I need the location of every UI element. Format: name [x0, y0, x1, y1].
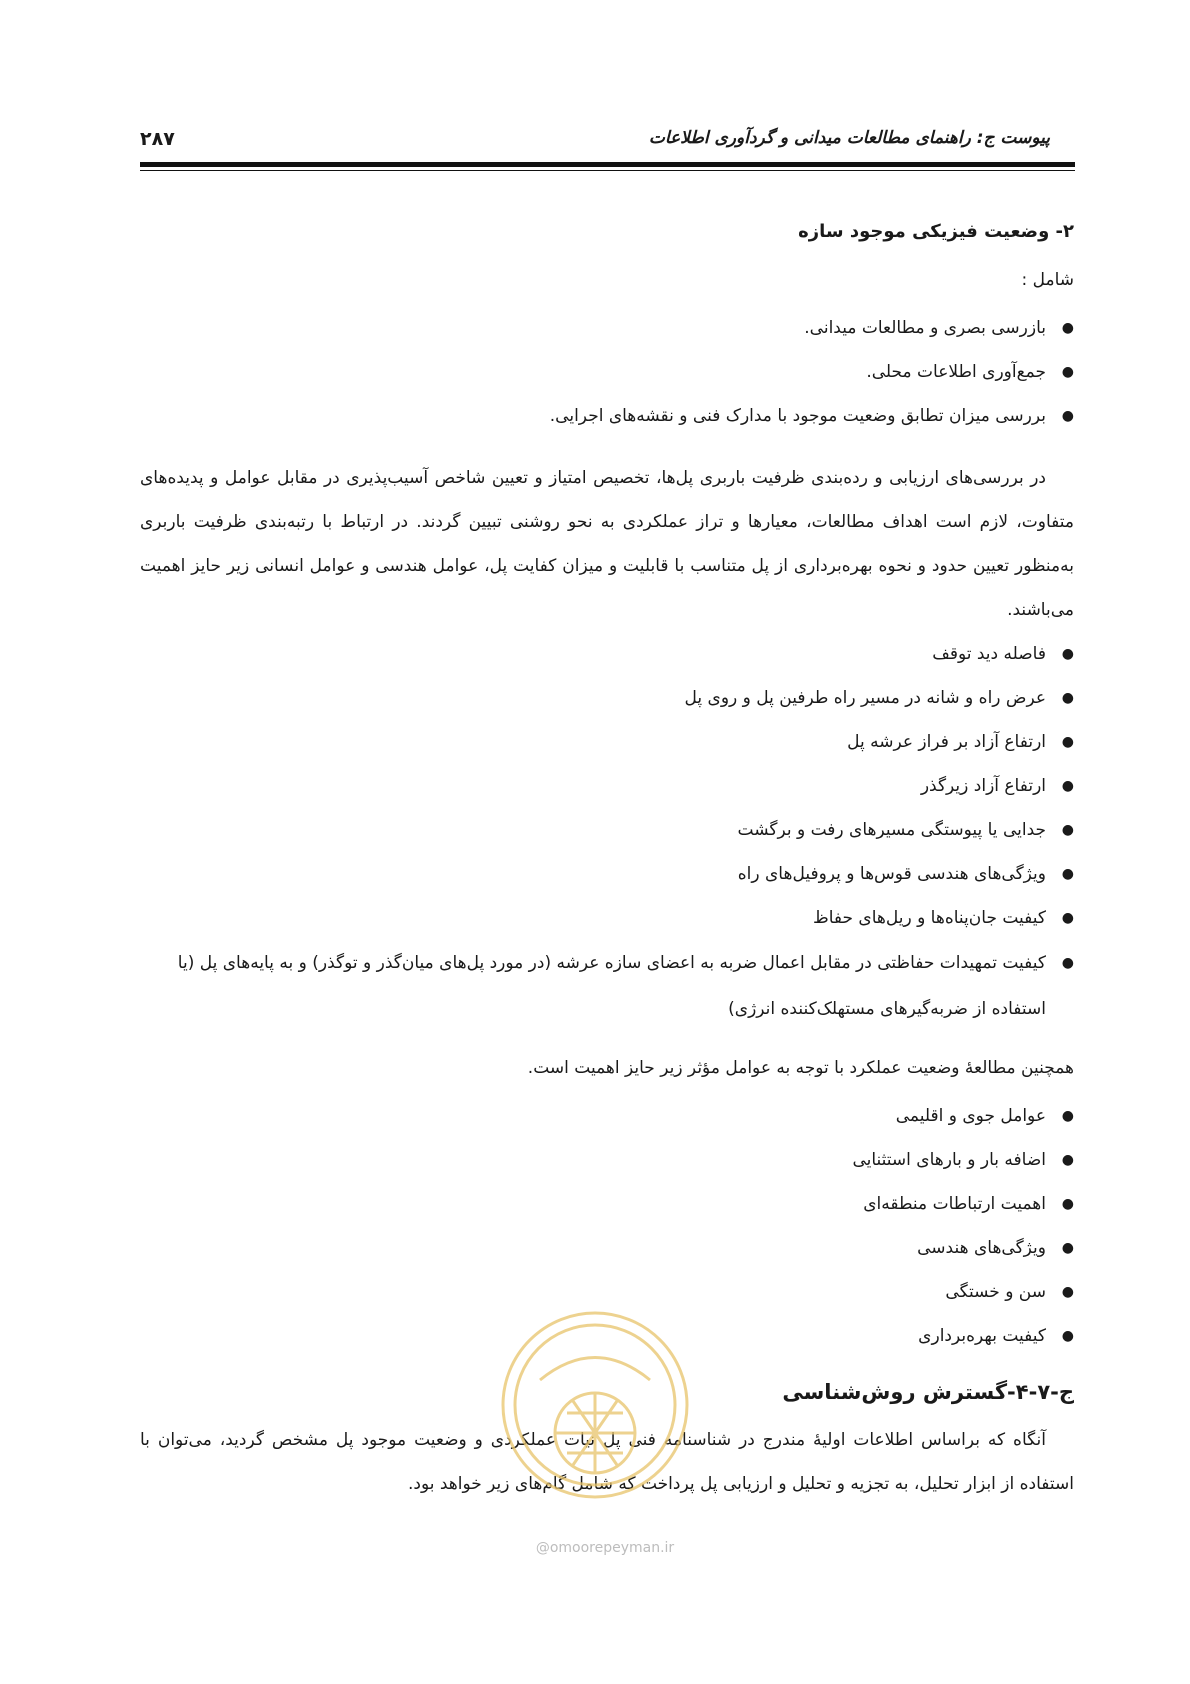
list-item: ● بازرسی بصری و مطالعات میدانی.	[140, 306, 1046, 350]
bullet-icon: ●	[1061, 320, 1074, 336]
bullet-icon: ●	[1061, 955, 1074, 971]
list-item: ● کیفیت تمهیدات حفاظتی در مقابل اعمال ضربه به اعضای سازه عرشه (در مورد پل‌های میان‌گذر و توگذر) و به پایه‌های پل (یا استفاده از ضربه‌گیرهای مستهلک‌کننده انرژی)	[140, 940, 1046, 1032]
list-item: ● فاصله دید توقف	[140, 632, 1046, 676]
list-item: ● ارتفاع آزاد زیرگذر	[140, 764, 1046, 808]
seal-logo-icon	[495, 1305, 695, 1505]
header-rule-thin	[140, 170, 1075, 171]
page-number: ۲۸۷	[140, 128, 175, 150]
list-item: ● سن و خستگی	[140, 1270, 1046, 1314]
bullet-icon: ●	[1061, 1328, 1074, 1344]
section-heading: ۲- وضعیت فیزیکی موجود سازه	[798, 221, 1074, 242]
section-title: ج-۷-۴-گسترش روش‌شناسی	[782, 1380, 1074, 1404]
bullet-icon: ●	[1061, 866, 1074, 882]
bullet-icon: ●	[1061, 1240, 1074, 1256]
bullet-icon: ●	[1061, 1284, 1074, 1300]
list-item: ● ارتفاع آزاد بر فراز عرشه پل	[140, 720, 1046, 764]
list-item: ● اضافه بار و بارهای استثنایی	[140, 1138, 1046, 1182]
watermark-caption: @omoorepeyman.ir	[535, 1540, 675, 1556]
bullet-icon: ●	[1061, 1196, 1074, 1212]
body-paragraph: آنگاه که براساس اطلاعات اولیهٔ مندرج در شناسنامه فنی پل نیات عملکردی و وضعیت موجود پل مشخص گردید، می‌توان با استفاده از ابزار تحلیل، به تجزیه و تحلیل و ارزیابی پل پرداخت که شامل گام‌های زیر خواهد بود.	[140, 1430, 1074, 1494]
list-item: ● کیفیت جان‌پناه‌ها و ریل‌های حفاظ	[140, 896, 1046, 940]
list-item: ● ویژگی‌های هندسی	[140, 1226, 1046, 1270]
physical-condition-list	[140, 306, 1074, 438]
list-item: ● اهمیت ارتباطات منطقه‌ای	[140, 1182, 1046, 1226]
list-item: ● جمع‌آوری اطلاعات محلی.	[140, 350, 1046, 394]
running-title: پیوست ج: راهنمای مطالعات میدانی و گردآوری اطلاعات	[648, 128, 1050, 148]
intro-text: شامل :	[1021, 270, 1074, 290]
bullet-icon: ●	[1061, 822, 1074, 838]
bullet-icon: ●	[1061, 408, 1074, 424]
list-item: ● ویژگی‌های هندسی قوس‌ها و پروفیل‌های راه	[140, 852, 1046, 896]
list-item: ● عوامل جوی و اقلیمی	[140, 1094, 1046, 1138]
bullet-icon: ●	[1061, 690, 1074, 706]
list-item: ● جدایی یا پیوستگی مسیرهای رفت و برگشت	[140, 808, 1046, 852]
bullet-icon: ●	[1061, 778, 1074, 794]
list-item: ● عرض راه و شانه در مسیر راه طرفین پل و روی پل	[140, 676, 1046, 720]
bullet-icon: ●	[1061, 1152, 1074, 1168]
bullet-icon: ●	[1061, 734, 1074, 750]
list-item: ● کیفیت بهره‌برداری	[140, 1314, 1046, 1358]
body-paragraph: همچنین مطالعهٔ وضعیت عملکرد با توجه به عوامل مؤثر زیر حایز اهمیت است.	[527, 1058, 1074, 1078]
list-item: ● بررسی میزان تطابق وضعیت موجود با مدارک فنی و نقشه‌های اجرایی.	[140, 394, 1046, 438]
bullet-icon: ●	[1061, 364, 1074, 380]
geometric-factors-list	[140, 632, 1074, 1032]
bullet-icon: ●	[1061, 646, 1074, 662]
body-paragraph: در بررسی‌های ارزیابی و رده‌بندی ظرفیت باربری پل‌ها، تخصیص امتیاز و تعیین شاخص آسیب‌پذیری در مقابل عوامل و پدیده‌های متفاوت، لازم است اهداف مطالعات، معیارها و تراز عملکردی به نحو روشنی تبیین گردند. در ارتباط با رتبه‌بندی ظرفیت باربری به‌منظور تعیین حدود و نحوه بهره‌برداری از پل متناسب با قابلیت و میزان کفایت پل، عوامل هندسی و عوامل انسانی زیر حایز اهمیت می‌باشند.	[140, 468, 1074, 620]
bullet-icon: ●	[1061, 1108, 1074, 1124]
header-rule	[140, 162, 1075, 167]
bullet-icon: ●	[1061, 910, 1074, 926]
